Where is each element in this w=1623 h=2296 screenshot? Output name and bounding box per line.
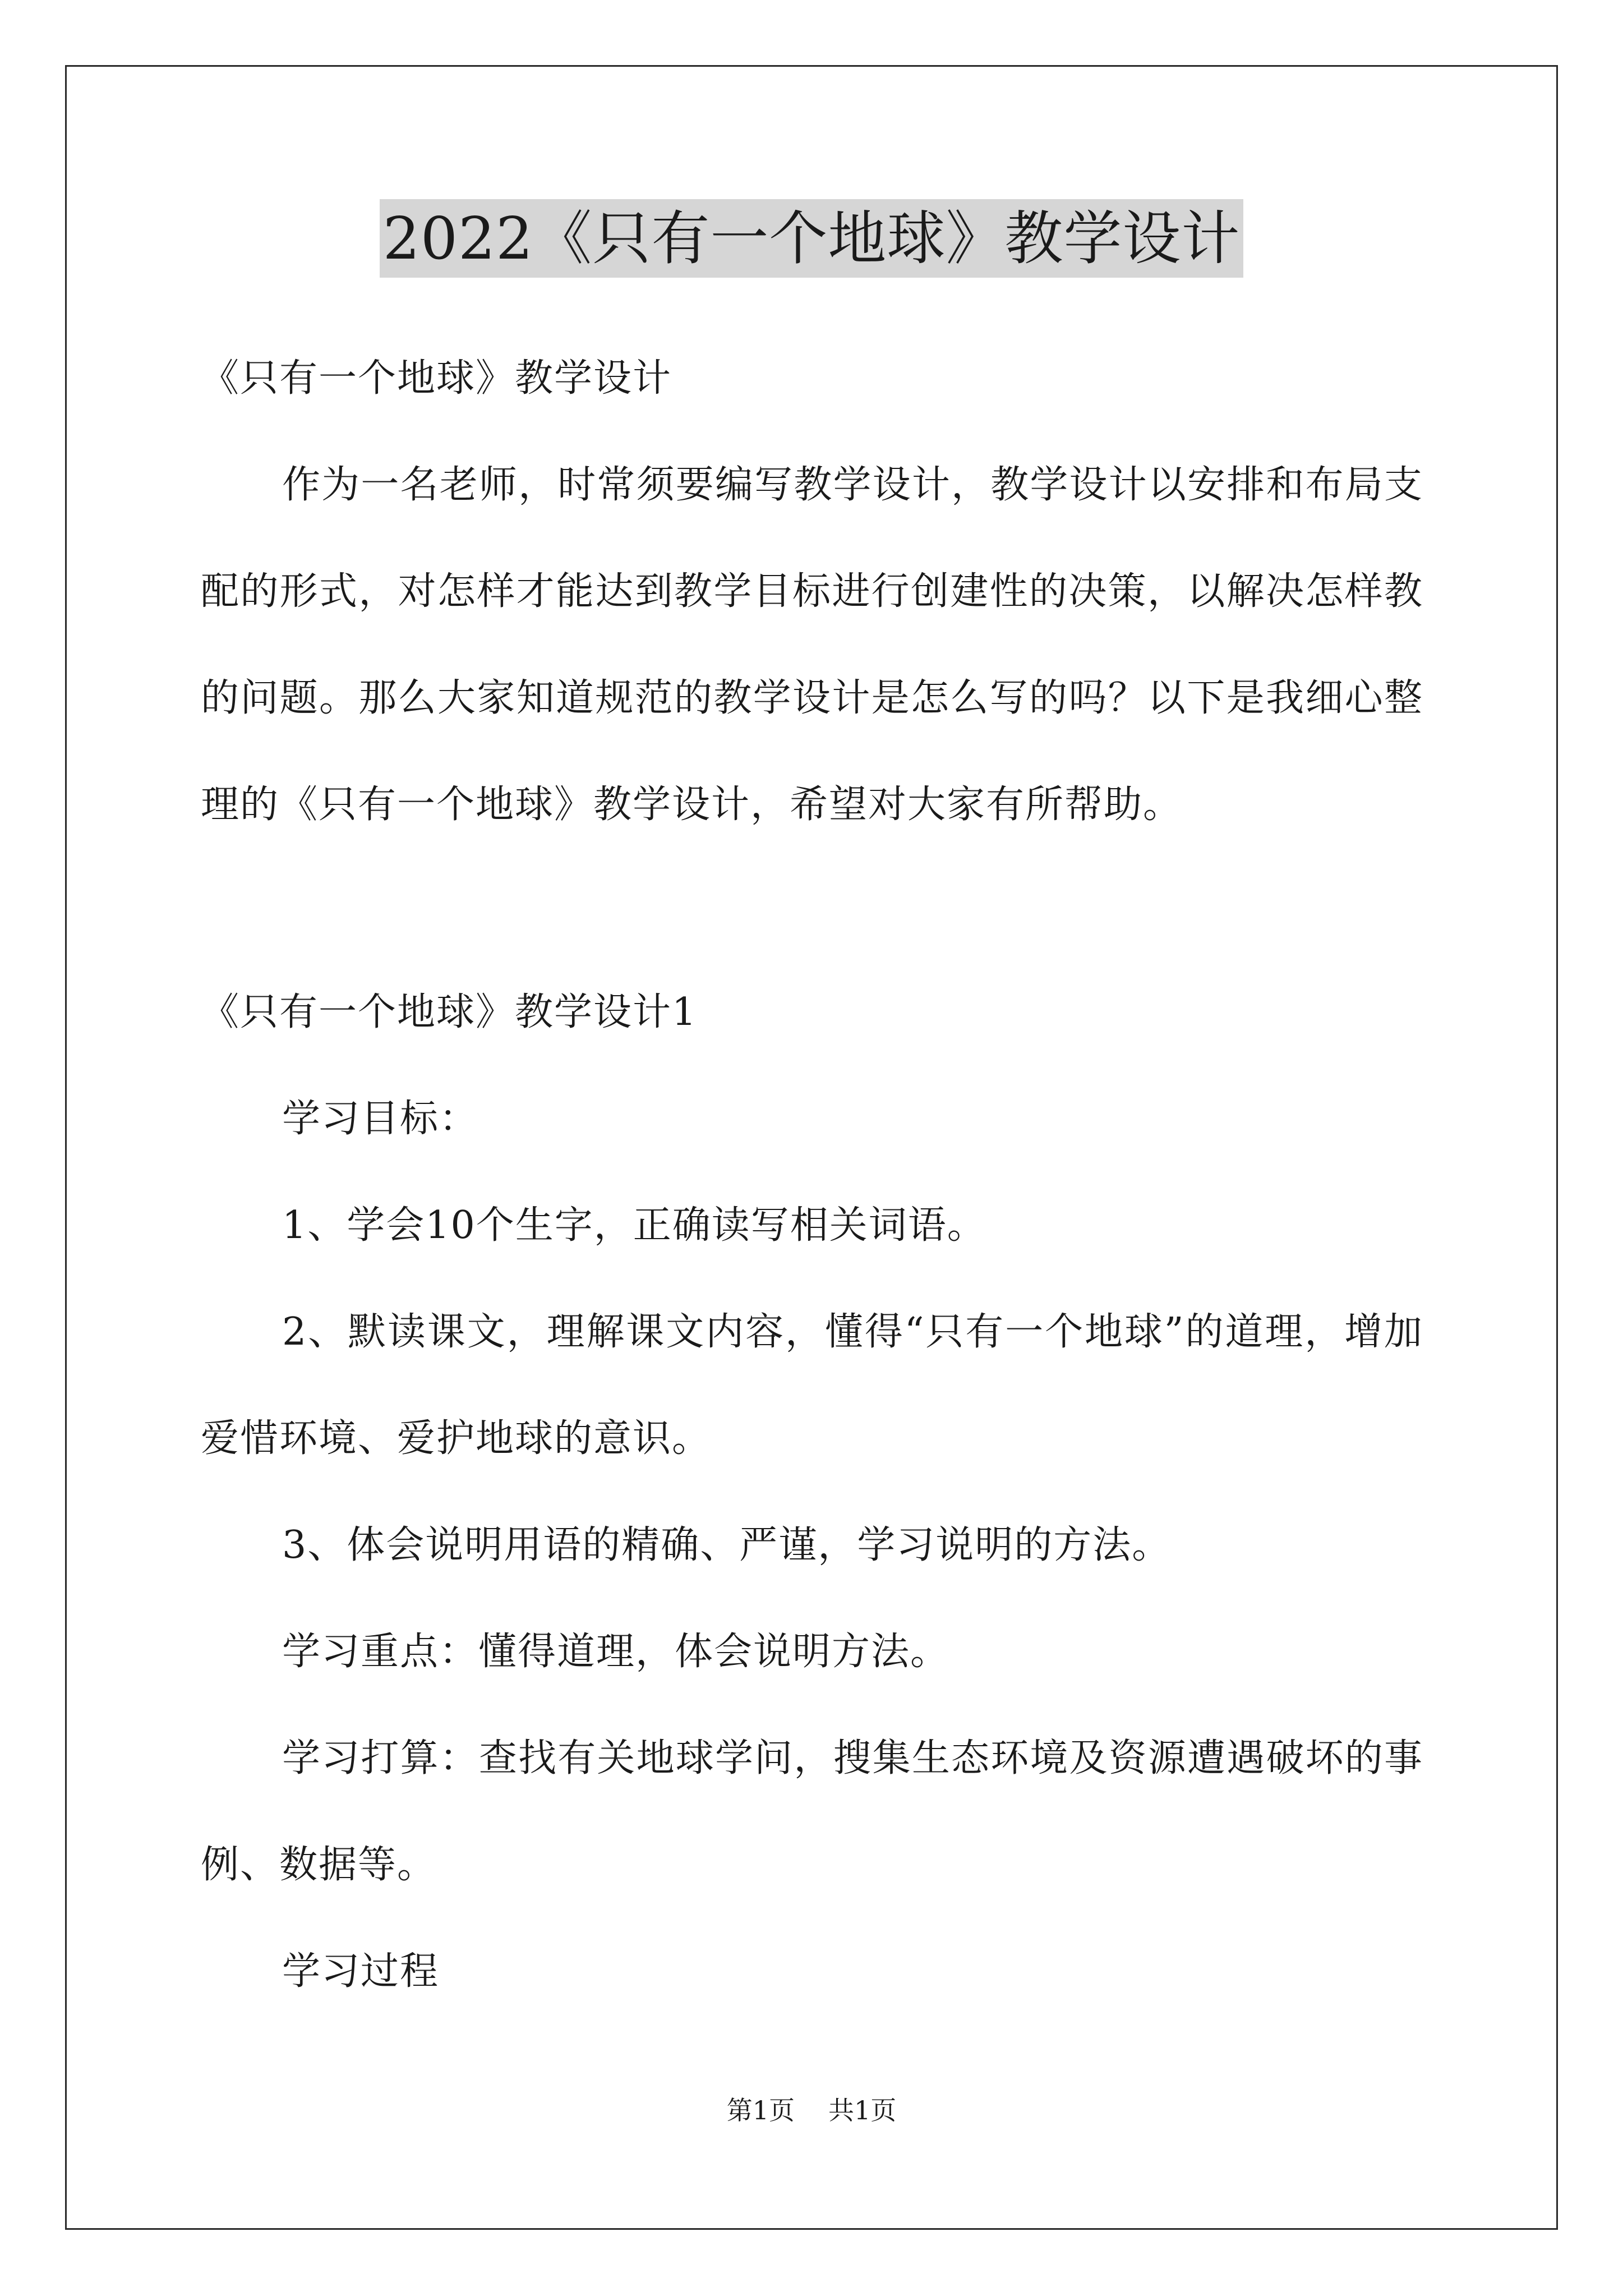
learning-goals-label: 学习目标：	[282, 1097, 479, 1141]
section-title: 《只有一个地球》教学设计1	[201, 990, 698, 1034]
page-number-total: 共1页	[828, 2095, 897, 2125]
intro-paragraph: 作为一名老师，时常须要编写教学设计，教学设计以安排和布局支配的形式，对怎样才能达到教学目标进行创建性的决策，以解决怎样教的问题。那么大家知道规范的教学设计是怎么写的吗？以下是我细心整理的《只有一个地球》教学设计，希望对大家有所帮助。	[201, 463, 1423, 827]
document-subtitle: 《只有一个地球》教学设计	[201, 356, 672, 401]
key-points: 学习重点：懂得道理，体会说明方法。	[282, 1630, 950, 1674]
process-label: 学习过程	[282, 1949, 440, 1994]
spacer	[201, 858, 1423, 959]
goal-2: 2、默读课文，理解课文内容，懂得“只有一个地球”的道理，增加爱惜环境、爱护地球的意识。	[201, 1310, 1423, 1461]
goal-3: 3、体会说明用语的精确、严谨，学习说明的方法。	[282, 1523, 1172, 1567]
document-title: 2022《只有一个地球》教学设计	[380, 199, 1244, 278]
title-container	[0, 199, 1623, 278]
page-footer	[0, 2093, 1623, 2127]
goal-1: 1、学会10个生字，正确读写相关词语。	[282, 1203, 986, 1248]
page-number-current: 第1页	[726, 2095, 795, 2125]
document-body	[201, 314, 1423, 2025]
preparation: 学习打算：查找有关地球学问，搜集生态环境及资源遭遇破坏的事例、数据等。	[201, 1736, 1423, 1887]
